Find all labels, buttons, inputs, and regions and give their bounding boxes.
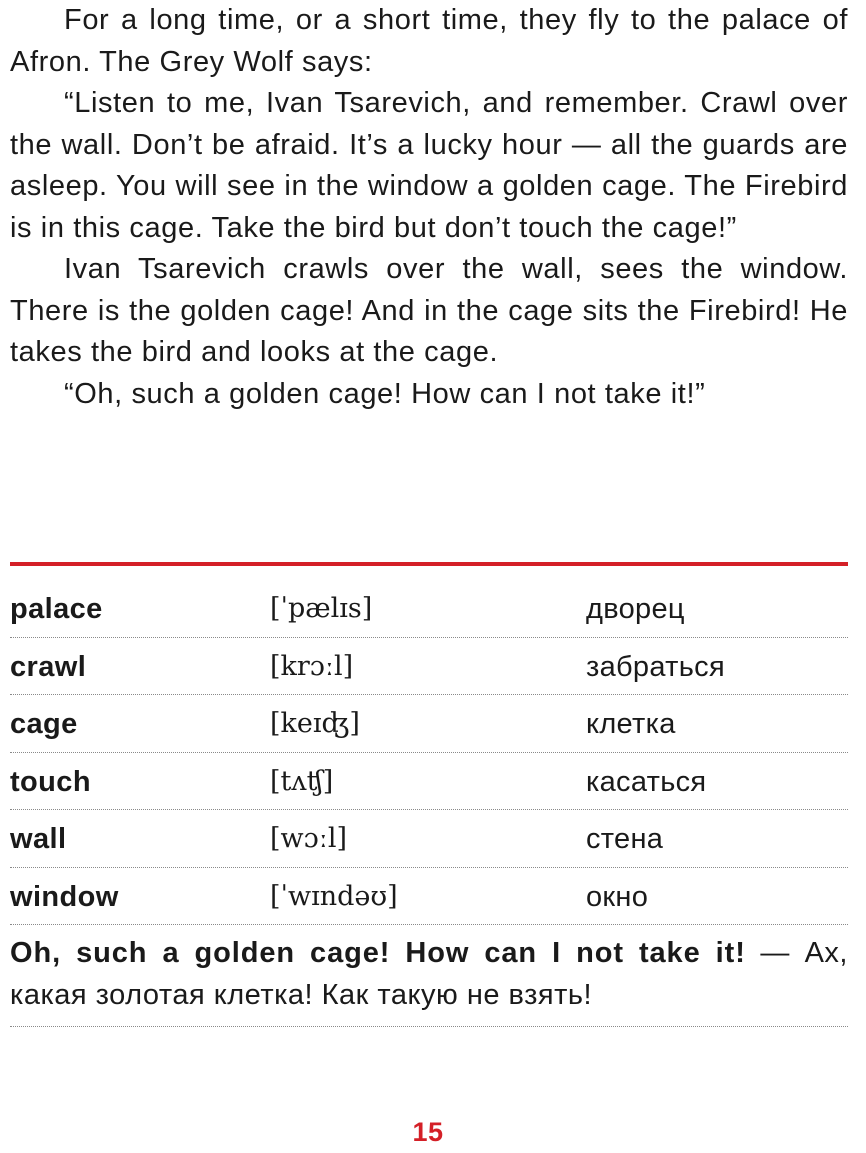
- vocab-word: window: [10, 880, 119, 913]
- vocab-transcription: [tʌʧ]: [270, 765, 334, 797]
- story-paragraph: For a long time, or a short time, they fly to the palace of Afron. The Grey Wolf says:: [10, 4, 848, 78]
- vocab-translation: касаться: [586, 765, 707, 798]
- vocab-word: cage: [10, 708, 78, 740]
- vocabulary-row: [10, 638, 848, 696]
- phrase-russian: Ах, какая золотая клетка! Как такую не взять!: [10, 937, 848, 1011]
- vocabulary-row: [10, 753, 848, 811]
- phrase-separator: —: [745, 937, 805, 969]
- vocab-transcription: [wɔːl]: [270, 823, 348, 854]
- vocab-translation: дворец: [586, 593, 685, 625]
- vocab-word: crawl: [10, 650, 87, 683]
- vocabulary-row: [10, 695, 848, 753]
- story-paragraph: “Listen to me, Ivan Tsarevich, and remember. Crawl over the wall. Don’t be afraid. It’s a lucky hour — all the guards are asleep. You will see in the window a golden cage. The Firebird is in this cage. Take the bird but don’t touch the cage!”: [10, 87, 848, 244]
- story-paragraph: Ivan Tsarevich crawls over the wall, sees the window. There is the golden cage! And in the cage sits the Firebird! He takes the bird and looks at the cage.: [10, 253, 848, 368]
- vocabulary-list: [10, 580, 848, 925]
- story-text: [10, 0, 848, 415]
- vocabulary-row: [10, 810, 848, 868]
- vocab-translation: окно: [586, 880, 649, 913]
- vocab-word: palace: [10, 593, 103, 625]
- vocab-translation: клетка: [586, 708, 676, 740]
- vocab-transcription: [ˈwɪndəʊ]: [270, 880, 398, 912]
- vocab-translation: забраться: [586, 650, 725, 683]
- vocab-word: wall: [10, 823, 67, 855]
- vocab-transcription: [krɔːl]: [270, 650, 354, 682]
- phrase-english: Oh, such a golden cage! How can I not take it!: [10, 937, 746, 969]
- vocab-translation: стена: [586, 823, 664, 855]
- vocab-word: touch: [10, 765, 91, 798]
- page-number: 15: [412, 1117, 444, 1147]
- phrase-translation: [10, 932, 848, 1027]
- story-paragraph: “Oh, such a golden cage! How can I not take it!”: [64, 377, 706, 410]
- vocab-transcription: [keɪʤ]: [270, 708, 360, 739]
- red-divider: [10, 562, 848, 566]
- vocab-transcription: [ˈpælɪs]: [270, 593, 373, 624]
- vocabulary-row: [10, 868, 848, 926]
- vocabulary-row: [10, 580, 848, 638]
